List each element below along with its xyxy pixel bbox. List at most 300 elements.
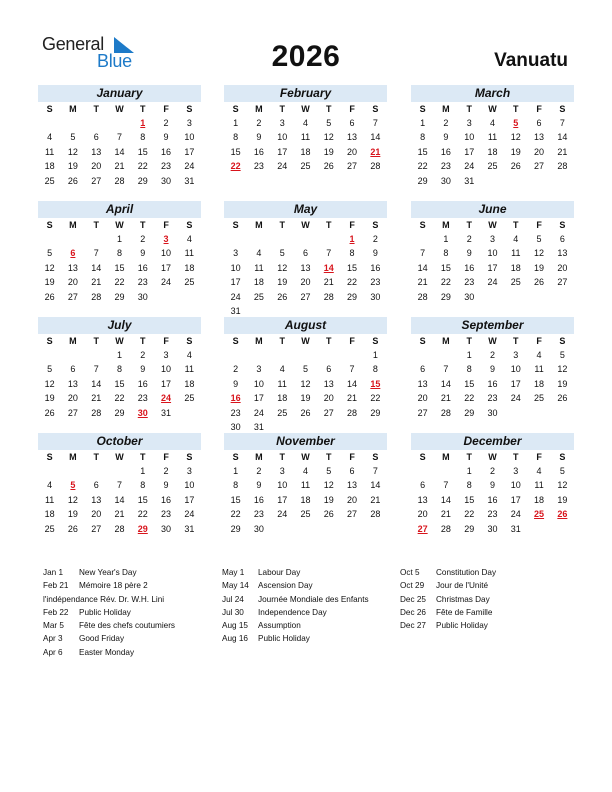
day-cell: 1 (116, 350, 122, 360)
day-cell: 28 (91, 407, 102, 418)
day-cell: 19 (557, 494, 568, 505)
holiday-date: Jul 30 (222, 607, 244, 617)
month-august (224, 317, 387, 434)
holiday-day-cell: 25 (534, 509, 545, 520)
day-cell: 6 (536, 118, 542, 128)
day-cell: 27 (417, 407, 428, 418)
day-cell: 19 (44, 393, 55, 404)
holiday-date: Oct 5 (400, 568, 420, 577)
day-cell: 8 (420, 132, 426, 143)
holiday-entry (222, 579, 412, 592)
empty-day-cell (38, 464, 61, 478)
weekday-label: M (255, 104, 263, 114)
weekday-label: T (140, 104, 146, 114)
holiday-date: Apr 3 (43, 634, 63, 644)
weekday-label: S (232, 336, 239, 346)
day-cell: 16 (487, 494, 498, 505)
day-cell: 31 (230, 305, 241, 316)
holiday-day-cell: 14 (323, 262, 334, 273)
day-cell: 14 (417, 262, 428, 273)
day-cell: 22 (370, 393, 381, 404)
holiday-day-cell: 21 (370, 146, 381, 157)
day-cell: 25 (44, 523, 55, 534)
holiday-date: Aug 15 (222, 621, 248, 631)
day-cell: 9 (256, 132, 262, 143)
holiday-name: Journée Mondiale des Enfants (258, 594, 369, 604)
day-cell: 8 (466, 480, 472, 491)
holiday-entry (222, 619, 412, 632)
holiday-list-col-3 (400, 566, 590, 632)
empty-day-cell (61, 116, 84, 130)
day-cell: 17 (277, 494, 288, 505)
day-cell: 2 (256, 118, 262, 128)
day-cell: 13 (347, 480, 358, 491)
day-cell: 12 (557, 480, 568, 491)
month-february (224, 85, 387, 174)
weekday-label: T (93, 336, 99, 346)
day-cell: 30 (253, 523, 264, 534)
day-cell: 1 (116, 234, 122, 244)
day-cell: 17 (184, 146, 195, 157)
day-cell: 18 (44, 161, 55, 172)
day-cell: 23 (440, 161, 451, 172)
holiday-entry (400, 566, 590, 579)
day-cell: 30 (370, 291, 381, 302)
day-cell: 19 (300, 393, 311, 404)
empty-day-cell (340, 348, 363, 362)
day-cell: 17 (161, 378, 172, 389)
day-cell: 10 (487, 248, 498, 259)
empty-day-cell (108, 116, 131, 130)
weekday-label: M (442, 220, 450, 230)
month-title: September (411, 317, 574, 334)
weekday-label: S (46, 336, 53, 346)
weekday-label: T (279, 452, 285, 462)
day-cell: 8 (372, 364, 378, 375)
day-cell: 2 (489, 466, 495, 476)
month-december (411, 433, 574, 536)
day-cell: 28 (440, 523, 451, 534)
day-cell: 14 (91, 378, 102, 389)
day-cell: 1 (420, 118, 426, 128)
day-cell: 2 (233, 364, 239, 375)
weekday-label: S (186, 336, 193, 346)
weekday-label: W (488, 336, 497, 346)
day-cell: 9 (466, 248, 472, 259)
day-cell: 2 (443, 118, 449, 128)
weekday-label: T (466, 452, 472, 462)
day-cell: 25 (277, 407, 288, 418)
day-cell: 10 (510, 364, 521, 375)
holiday-day-cell: 16 (230, 393, 241, 404)
day-cell: 12 (67, 146, 78, 157)
day-cell: 26 (44, 291, 55, 302)
day-cell: 7 (116, 480, 122, 491)
empty-day-cell (247, 348, 270, 362)
month-title: December (411, 433, 574, 450)
empty-day-cell (411, 464, 434, 478)
day-cell: 30 (487, 523, 498, 534)
holiday-name: Independence Day (258, 607, 327, 617)
holiday-date: Jul 24 (222, 594, 244, 604)
day-cell: 15 (137, 146, 148, 157)
day-cell: 9 (233, 378, 239, 389)
day-cell: 30 (464, 291, 475, 302)
weekday-label: F (349, 220, 355, 230)
holiday-day-cell: 5 (513, 118, 519, 128)
day-cell: 22 (464, 393, 475, 404)
day-cell: 16 (161, 146, 172, 157)
day-cell: 30 (161, 523, 172, 534)
day-cell: 23 (370, 277, 381, 288)
day-cell: 25 (487, 161, 498, 172)
day-cell: 17 (510, 494, 521, 505)
day-cell: 27 (534, 161, 545, 172)
weekday-label: F (349, 336, 355, 346)
day-cell: 8 (466, 364, 472, 375)
holiday-entry (43, 606, 233, 619)
day-cell: 20 (67, 393, 78, 404)
day-cell: 15 (137, 494, 148, 505)
day-cell: 11 (511, 248, 521, 259)
month-april (38, 201, 201, 304)
day-cell: 21 (347, 393, 358, 404)
weekday-label: T (93, 220, 99, 230)
day-cell: 24 (277, 161, 288, 172)
weekday-label: F (536, 104, 542, 114)
day-cell: 21 (114, 509, 125, 520)
day-cell: 23 (230, 407, 241, 418)
day-cell: 16 (137, 262, 148, 273)
day-cell: 17 (161, 262, 172, 273)
holiday-entry (222, 632, 412, 645)
day-cell: 30 (137, 291, 148, 302)
day-cell: 1 (140, 466, 146, 476)
day-cell: 5 (326, 118, 332, 128)
day-cell: 13 (417, 494, 428, 505)
weekday-label: W (115, 104, 124, 114)
weekday-label: M (442, 452, 450, 462)
day-cell: 16 (253, 146, 264, 157)
day-cell: 4 (186, 350, 192, 360)
day-cell: 18 (534, 494, 545, 505)
day-cell: 20 (347, 146, 358, 157)
day-cell: 4 (186, 234, 192, 244)
holiday-date: Feb 21 (43, 581, 69, 591)
day-cell: 29 (114, 291, 125, 302)
weekday-label: F (536, 336, 542, 346)
month-title: June (411, 201, 574, 218)
holiday-name: Assumption (258, 621, 301, 631)
month-day-grid (411, 218, 574, 304)
day-cell: 23 (464, 277, 475, 288)
day-cell: 3 (186, 466, 192, 476)
month-day-grid (224, 102, 387, 174)
weekday-label: S (372, 220, 379, 230)
day-cell: 27 (67, 407, 78, 418)
day-cell: 19 (67, 509, 78, 520)
day-cell: 8 (116, 248, 122, 259)
page-title: 2026 (271, 40, 341, 73)
weekday-label: T (466, 104, 472, 114)
weekday-label: T (140, 336, 146, 346)
day-cell: 15 (464, 378, 475, 389)
day-cell: 12 (534, 248, 545, 259)
day-cell: 8 (233, 132, 239, 143)
day-cell: 19 (510, 146, 521, 157)
holiday-date: Oct 29 (400, 581, 425, 591)
day-cell: 14 (440, 494, 451, 505)
holiday-date: May 14 (222, 581, 249, 591)
day-cell: 26 (557, 393, 568, 404)
day-cell: 5 (326, 466, 332, 476)
day-cell: 14 (440, 378, 451, 389)
day-cell: 7 (443, 480, 449, 491)
day-cell: 12 (300, 378, 311, 389)
holiday-name: Good Friday (79, 634, 125, 644)
day-cell: 25 (44, 175, 55, 186)
day-cell: 13 (67, 262, 78, 273)
day-cell: 27 (91, 523, 102, 534)
empty-day-cell (85, 116, 108, 130)
day-cell: 27 (91, 175, 102, 186)
day-cell: 13 (534, 132, 545, 143)
month-title: February (224, 85, 387, 102)
holiday-day-cell: 1 (349, 234, 355, 244)
day-cell: 2 (163, 118, 169, 128)
day-cell: 6 (349, 118, 355, 128)
day-cell: 7 (559, 118, 565, 128)
empty-day-cell (247, 232, 270, 246)
day-cell: 31 (464, 175, 475, 186)
holiday-entry (43, 646, 233, 659)
day-cell: 13 (91, 494, 102, 505)
day-cell: 5 (47, 248, 53, 259)
holiday-day-cell: 5 (70, 480, 76, 491)
weekday-label: W (301, 220, 310, 230)
day-cell: 20 (417, 393, 428, 404)
holiday-entry (400, 606, 590, 619)
day-cell: 27 (67, 291, 78, 302)
day-cell: 11 (300, 480, 311, 491)
day-cell: 4 (47, 132, 53, 143)
day-cell: 21 (91, 277, 102, 288)
weekday-label: M (255, 220, 263, 230)
holiday-list-col-1 (43, 566, 233, 659)
day-cell: 22 (137, 509, 148, 520)
day-cell: 17 (464, 146, 475, 157)
day-cell: 28 (114, 523, 125, 534)
day-cell: 5 (559, 350, 565, 360)
day-cell: 11 (534, 480, 544, 491)
day-cell: 3 (513, 466, 519, 476)
day-cell: 21 (370, 494, 381, 505)
weekday-label: W (488, 104, 497, 114)
weekday-label: S (232, 104, 239, 114)
day-cell: 16 (253, 494, 264, 505)
day-cell: 15 (347, 262, 358, 273)
holiday-entry (43, 619, 233, 632)
day-cell: 29 (464, 407, 475, 418)
day-cell: 4 (489, 118, 495, 128)
day-cell: 2 (372, 234, 378, 244)
day-cell: 23 (137, 393, 148, 404)
day-cell: 7 (326, 248, 332, 259)
holiday-date: Jan 1 (43, 568, 64, 577)
day-cell: 22 (440, 277, 451, 288)
day-cell: 6 (420, 364, 426, 375)
day-cell: 24 (277, 509, 288, 520)
day-cell: 2 (466, 234, 472, 244)
day-cell: 7 (420, 248, 426, 259)
day-cell: 12 (277, 262, 288, 273)
day-cell: 18 (487, 146, 498, 157)
day-cell: 6 (302, 248, 308, 259)
holiday-entry (222, 566, 412, 579)
day-cell: 31 (161, 407, 172, 418)
day-cell: 25 (184, 277, 195, 288)
weekday-label: M (442, 336, 450, 346)
day-cell: 31 (184, 523, 195, 534)
holiday-name: Christmas Day (436, 594, 490, 604)
day-cell: 8 (443, 248, 449, 259)
weekday-label: S (559, 336, 566, 346)
empty-day-cell (224, 348, 247, 362)
day-cell: 14 (557, 132, 568, 143)
day-cell: 23 (253, 509, 264, 520)
day-cell: 28 (323, 291, 334, 302)
day-cell: 17 (487, 262, 498, 273)
day-cell: 2 (140, 350, 146, 360)
day-cell: 25 (300, 509, 311, 520)
holiday-entry (43, 632, 233, 645)
month-title: April (38, 201, 201, 218)
day-cell: 24 (161, 277, 172, 288)
day-cell: 28 (370, 161, 381, 172)
day-cell: 3 (489, 234, 495, 244)
weekday-label: S (419, 452, 426, 462)
day-cell: 28 (440, 407, 451, 418)
holiday-name: Public Holiday (258, 634, 310, 644)
day-cell: 11 (487, 132, 498, 143)
weekday-label: M (255, 336, 263, 346)
day-cell: 1 (466, 350, 472, 360)
day-cell: 4 (302, 118, 308, 128)
day-cell: 19 (44, 277, 55, 288)
day-cell: 28 (417, 291, 428, 302)
day-cell: 7 (349, 364, 355, 375)
day-cell: 24 (230, 291, 241, 302)
day-cell: 2 (489, 350, 495, 360)
weekday-label: T (326, 104, 332, 114)
day-cell: 24 (510, 393, 521, 404)
day-cell: 4 (536, 350, 542, 360)
day-cell: 25 (534, 393, 545, 404)
day-cell: 3 (513, 350, 519, 360)
empty-day-cell (85, 348, 108, 362)
day-cell: 22 (114, 393, 125, 404)
day-cell: 24 (464, 161, 475, 172)
day-cell: 20 (534, 146, 545, 157)
day-cell: 26 (67, 175, 78, 186)
day-cell: 16 (487, 378, 498, 389)
day-cell: 10 (510, 480, 521, 491)
day-cell: 15 (464, 494, 475, 505)
month-day-grid (411, 450, 574, 536)
weekday-label: M (69, 452, 77, 462)
day-cell: 26 (323, 509, 334, 520)
day-cell: 28 (91, 291, 102, 302)
day-cell: 8 (140, 132, 146, 143)
month-june (411, 201, 574, 304)
day-cell: 20 (300, 277, 311, 288)
weekday-label: W (488, 220, 497, 230)
weekday-label: S (186, 104, 193, 114)
holiday-entry (222, 593, 412, 606)
day-cell: 27 (300, 291, 311, 302)
holiday-name: Fête de Famille (436, 607, 493, 617)
day-cell: 19 (323, 494, 334, 505)
day-cell: 22 (137, 161, 148, 172)
day-cell: 31 (253, 421, 264, 432)
day-cell: 11 (254, 262, 264, 273)
weekday-label: F (536, 220, 542, 230)
day-cell: 12 (557, 364, 568, 375)
day-cell: 27 (557, 277, 568, 288)
day-cell: 18 (300, 146, 311, 157)
holiday-date: Dec 25 (400, 594, 426, 604)
day-cell: 5 (536, 234, 542, 244)
day-cell: 8 (116, 364, 122, 375)
weekday-label: W (301, 452, 310, 462)
day-cell: 29 (230, 523, 241, 534)
day-cell: 22 (347, 277, 358, 288)
day-cell: 17 (277, 146, 288, 157)
day-cell: 26 (323, 161, 334, 172)
day-cell: 27 (347, 161, 358, 172)
weekday-label: T (140, 452, 146, 462)
day-cell: 19 (323, 146, 334, 157)
day-cell: 23 (137, 277, 148, 288)
day-cell: 14 (370, 132, 381, 143)
empty-day-cell (61, 348, 84, 362)
day-cell: 21 (114, 161, 125, 172)
weekday-label: F (163, 336, 169, 346)
weekday-label: S (232, 220, 239, 230)
day-cell: 15 (114, 262, 125, 273)
empty-day-cell (61, 464, 84, 478)
day-cell: 3 (186, 118, 192, 128)
day-cell: 24 (184, 161, 195, 172)
day-cell: 17 (184, 494, 195, 505)
day-cell: 27 (347, 509, 358, 520)
weekday-label: T (279, 220, 285, 230)
day-cell: 1 (233, 466, 239, 476)
holiday-entry (400, 619, 590, 632)
weekday-label: M (69, 104, 77, 114)
day-cell: 5 (559, 466, 565, 476)
day-cell: 18 (277, 393, 288, 404)
day-cell: 20 (67, 277, 78, 288)
weekday-label: T (93, 104, 99, 114)
holiday-entry (43, 593, 233, 606)
day-cell: 20 (557, 262, 568, 273)
day-cell: 6 (559, 234, 565, 244)
day-cell: 20 (91, 509, 102, 520)
day-cell: 29 (347, 291, 358, 302)
month-day-grid (38, 334, 201, 420)
day-cell: 27 (323, 407, 334, 418)
